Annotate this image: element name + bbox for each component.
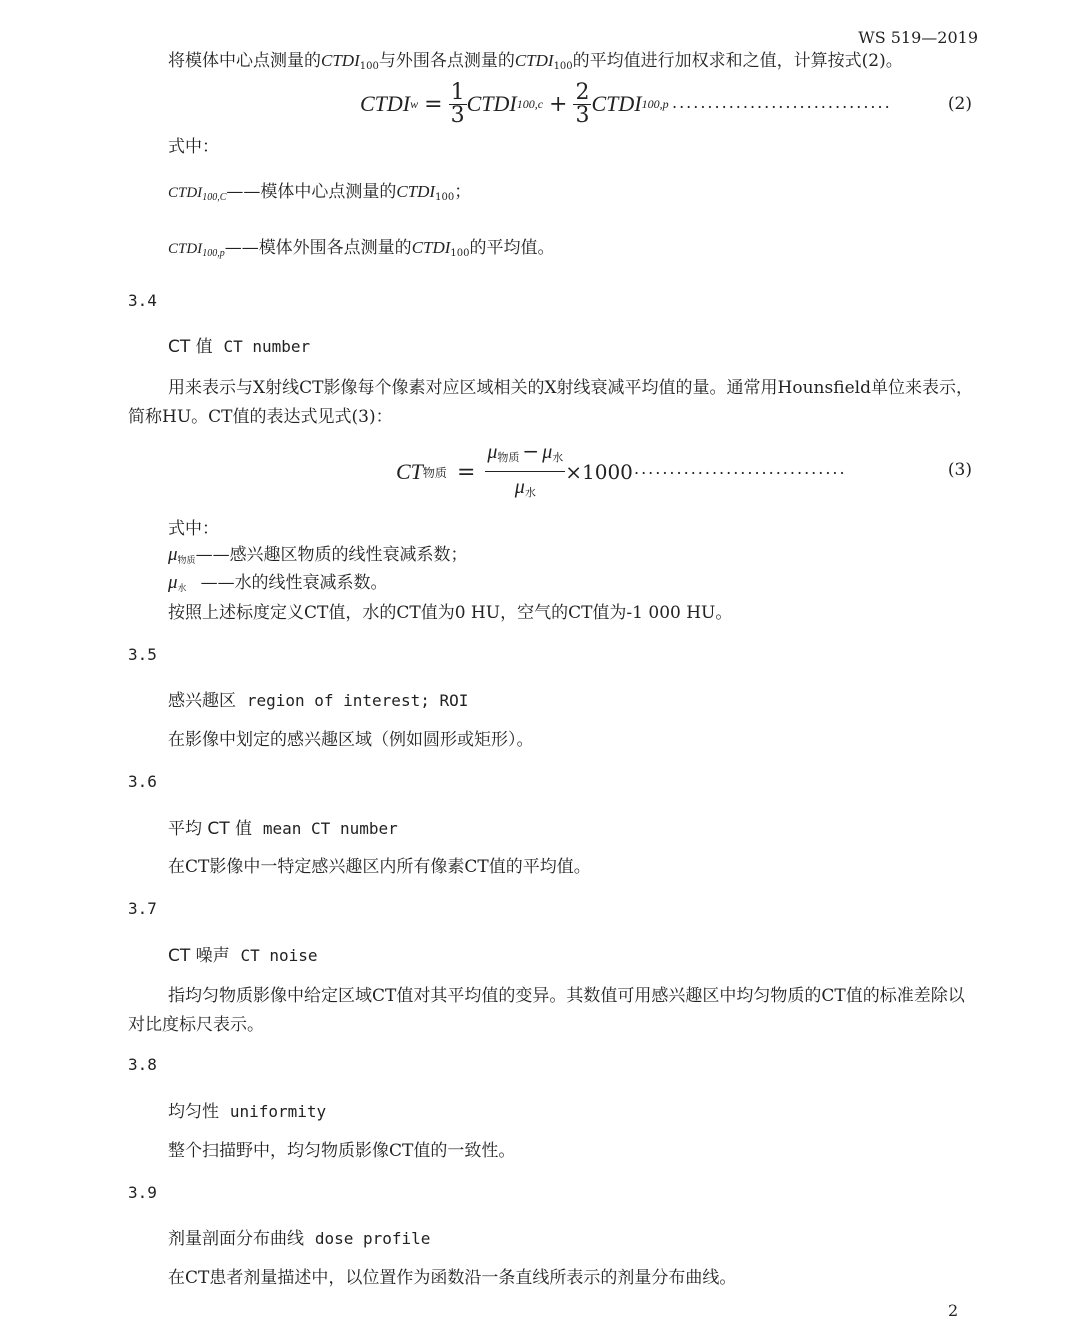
intro-symbol-1: CTDI <box>321 51 360 70</box>
term-3-9: 剂量剖面分布曲线 dose profile <box>168 1229 431 1249</box>
eq2-lhs: CTDI <box>360 91 411 116</box>
where-label-2: 式中： <box>168 519 219 539</box>
eq2-term-2-sub: 100,p <box>641 96 669 111</box>
section-number-3-8: 3.8 <box>128 1055 157 1074</box>
eq2-term-1-sub: 100,c <box>516 96 544 111</box>
page-number: 2 <box>948 1301 959 1320</box>
eq3-lhs-sub: 物质 <box>422 465 447 480</box>
eq2-leader-dots: ............................... <box>672 93 892 112</box>
definition-3-6: 在CT影像中一特定感兴趣区内所有像素CT值的平均值。 <box>168 857 591 877</box>
intro-symbol-2: CTDI <box>514 51 554 70</box>
eq2-number: (2) <box>947 94 972 114</box>
eq2-fraction-2: $\frac{2}{3}$ <box>575 79 590 128</box>
section-number-3-9: 3.9 <box>128 1183 157 1202</box>
eq2-plus: + <box>549 91 568 117</box>
term-3-8: 均匀性 uniformity <box>168 1102 327 1122</box>
definition-3-4: 用来表示与X射线CT影像每个像素对应区域相关的X射线衰减平均值的量。通常用Hounsfield单位来表示，简称HU。CT值的表达式见式(3)： <box>128 378 973 427</box>
where2-item-1: $\mu_{物质}——$感兴趣区物质的线性衰减系数； <box>168 544 468 566</box>
equation-3 <box>396 438 633 500</box>
eq3-equals: = <box>456 459 476 485</box>
eq3-times-1000: ×1000 <box>565 460 633 484</box>
eq2-term-2: CTDI <box>591 91 642 116</box>
eq3-lhs: CT <box>396 459 423 484</box>
eq2-equals: = <box>424 91 443 117</box>
standard-code: WS 519—2019 <box>858 28 978 47</box>
definition-3-8: 整个扫描野中，均匀物质影像CT值的一致性。 <box>168 1141 516 1161</box>
term-3-5: 感兴趣区 region of interest; ROI <box>168 691 469 711</box>
section-number-3-4: 3.4 <box>128 291 157 310</box>
term-3-7: CT 噪声 CT noise <box>168 946 318 966</box>
ct-value-note: 按照上述标度定义CT值，水的CT值为0 HU，空气的CT值为-1 000 HU。 <box>168 603 733 623</box>
section-number-3-5: 3.5 <box>128 645 157 664</box>
eq2-lhs-sub: w <box>410 96 419 111</box>
eq3-fraction: $\frac{\mu_{物质} - \mu_水}{\mu_水}$ <box>487 438 564 499</box>
where2-item-2: $\mu_水$ ——水的线性衰减系数。 <box>168 572 388 594</box>
intro-text-2: 与外围各点测量的 <box>378 51 515 71</box>
definition-3-5: 在影像中划定的感兴趣区域（例如圆形或矩形）。 <box>168 730 534 750</box>
section-number-3-6: 3.6 <box>128 772 157 791</box>
intro-paragraph <box>168 49 903 79</box>
where1-item-2: $CTDI_{100,p}——$模体外围各点测量的$CTDI_{100}$的平均值。 <box>168 238 555 259</box>
intro-text-3: 的平均值进行加权求和之值，计算按式(2)。 <box>572 51 903 71</box>
eq3-number: (3) <box>947 460 972 480</box>
eq2-fraction-1: $\frac{1}{3}$ <box>450 79 465 128</box>
intro-sub-1: 100 <box>359 61 379 72</box>
section-number-3-7: 3.7 <box>128 899 157 918</box>
intro-text-1: 将模体中心点测量的 <box>168 51 321 71</box>
eq3-leader-dots: .............................. <box>634 459 847 478</box>
definition-3-7: 指均匀物质影像中给定区域CT值对其平均值的变异。其数值可用感兴趣区中均匀物质的CT值的标准差除以对比度标尺表示。 <box>128 986 965 1035</box>
term-3-6: 平均 CT 值 mean CT number <box>168 819 398 839</box>
term-3-4: CT 值 CT number <box>168 337 311 357</box>
equation-2 <box>360 76 669 132</box>
eq2-term-1: CTDI <box>466 91 517 116</box>
definition-3-9: 在CT患者剂量描述中，以位置作为函数沿一条直线所表示的剂量分布曲线。 <box>168 1268 737 1288</box>
where-label-1: 式中： <box>168 137 219 157</box>
where1-item-1: $CTDI_{100,C}——$模体中心点测量的$CTDI_{100}$； <box>168 182 472 203</box>
intro-sub-2: 100 <box>553 61 573 72</box>
